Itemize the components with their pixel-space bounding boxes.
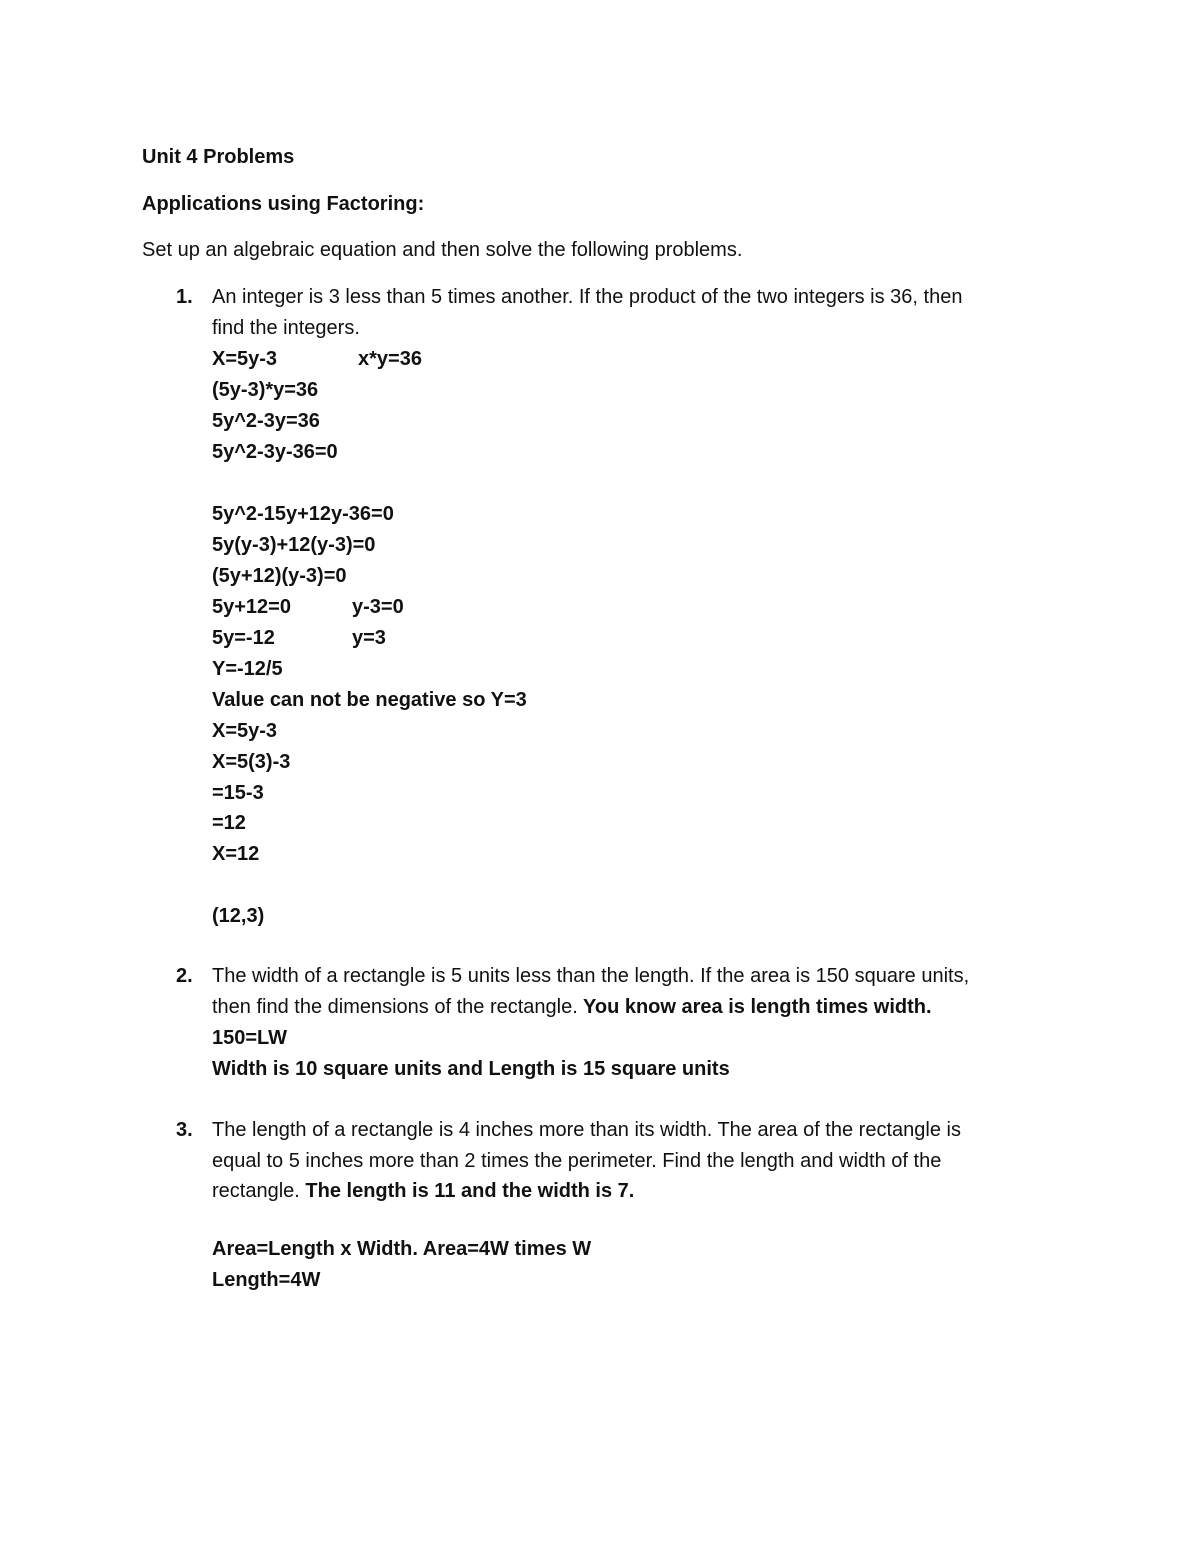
problem-1-work-line: =12 (212, 812, 246, 834)
problem-2-prompt-line-2 (212, 995, 932, 1019)
problem-1-number: 1. (176, 286, 193, 308)
problem-1-work-line: 5y^2-3y=36 (212, 410, 320, 432)
section-heading: Applications using Factoring: (142, 193, 425, 215)
problem-1-work-line: Value can not be negative so Y=3 (212, 689, 527, 711)
problem-1-work-line: X=12 (212, 843, 260, 865)
problem-2-prompt-line-1: The width of a rectangle is 5 units less than the length. If the area is 150 square units, (212, 965, 970, 987)
problem-3-number: 3. (176, 1119, 193, 1141)
problem-1-work-line: X=5y-3 (212, 720, 278, 742)
problem-3-prompt-line-1: The length of a rectangle is 4 inches more than its width. The area of the rectangle is (212, 1119, 961, 1141)
instructions: Set up an algebraic equation and then solve the following problems. (142, 239, 743, 261)
problem-1-work-line: 5y^2-15y+12y-36=0 (212, 503, 394, 525)
problem-3-prompt-line-3 (212, 1179, 634, 1203)
problem-3-prompt-line-3-bold: The length is 11 and the width is 7. (299, 1180, 635, 1202)
problem-1-work-line: (5y+12)(y-3)=0 (212, 565, 347, 587)
problem-1-work-line: 5y^2-3y-36=0 (212, 441, 338, 463)
problem-2-answer: Width is 10 square units and Length is 15 square units (212, 1058, 730, 1080)
problem-1-work-line: Y=-12/5 (212, 658, 283, 680)
problem-3-prompt-line-2: equal to 5 inches more than 2 times the perimeter. Find the length and width of the (212, 1150, 942, 1172)
problem-2-work-line: 150=LW (212, 1027, 288, 1049)
problem-1-prompt-line-2: find the integers. (212, 317, 360, 339)
problem-2-number: 2. (176, 965, 193, 987)
problem-2-prompt-line-2-text: then find the dimensions of the rectangle. (212, 996, 578, 1018)
problem-1-work-line: =15-3 (212, 782, 264, 804)
problem-1-answer: (12,3) (212, 905, 265, 927)
problem-1-work-line: X=5y-3 (212, 348, 278, 370)
problem-3-prompt-line-3-text: rectangle. (212, 1180, 300, 1202)
problem-1-work-line: 5y+12=0 (212, 596, 291, 618)
problem-1-work-line: 5y(y-3)+12(y-3)=0 (212, 534, 376, 556)
problem-1-work-line: 5y=-12 (212, 627, 275, 649)
problem-1-work-col2-line: x*y=36 (358, 348, 422, 370)
problem-1-work-col2-line: y-3=0 (352, 596, 404, 618)
document-title: Unit 4 Problems (142, 146, 295, 168)
problem-1-work-col2-line: y=3 (352, 627, 386, 649)
problem-2-prompt-line-2-bold: You know area is length times width. (577, 996, 932, 1018)
problem-1-work-line: X=5(3)-3 (212, 751, 291, 773)
problem-1-prompt-line-1: An integer is 3 less than 5 times another. If the product of the two integers is 36, then (212, 286, 963, 308)
problem-3-work-line: Length=4W (212, 1269, 321, 1291)
problem-3-work-line: Area=Length x Width. Area=4W times W (212, 1238, 592, 1260)
problem-1-work-line: (5y-3)*y=36 (212, 379, 319, 401)
